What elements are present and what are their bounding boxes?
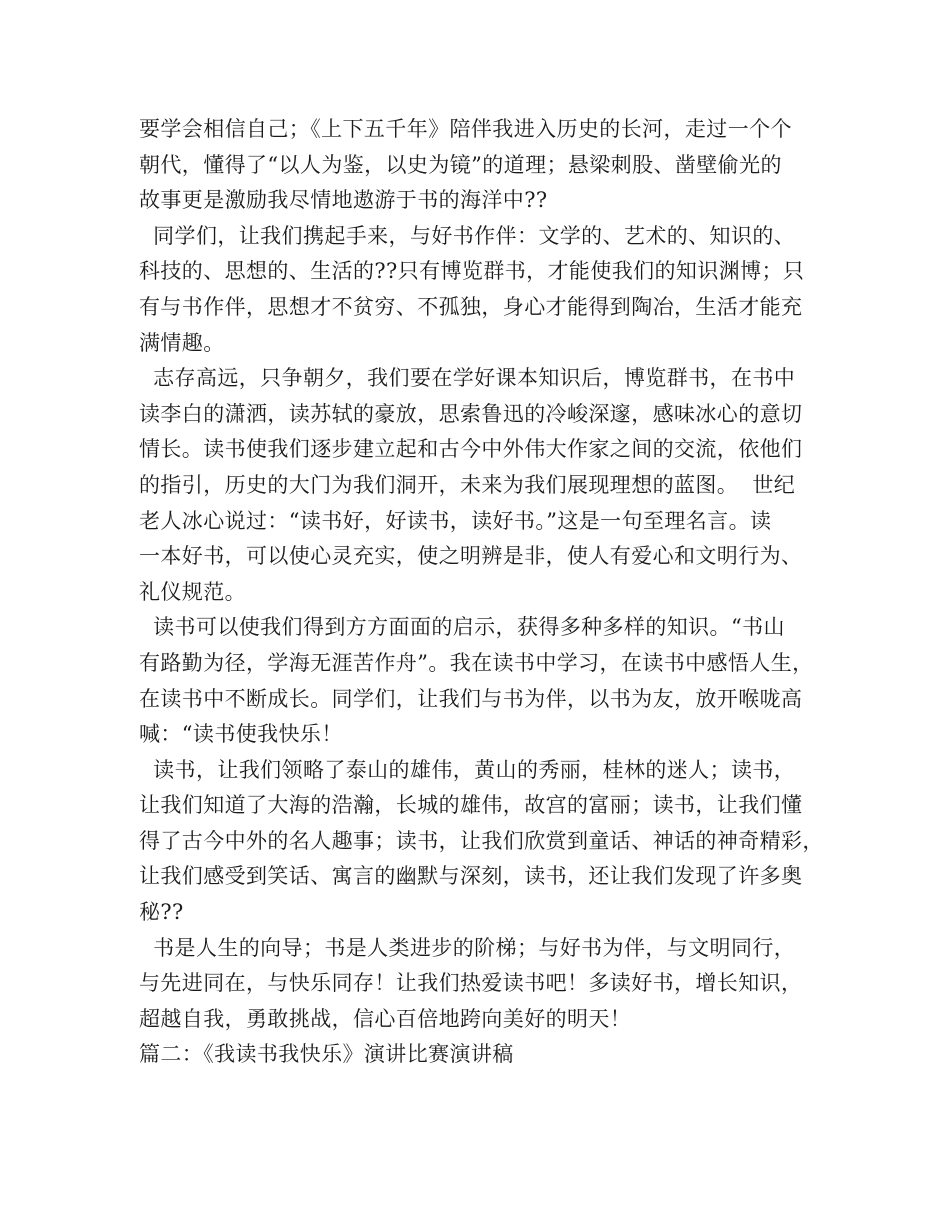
document-body bbox=[139, 112, 829, 1073]
text-line: 读李白的潇洒，读苏轼的豪放，思索鲁迅的冷峻深邃，感味冰心的意切 bbox=[139, 401, 803, 426]
text-line: 喊：“读书使我快乐！ bbox=[139, 722, 343, 747]
text-line: 同学们，让我们携起手来，与好书作伴：文学的、艺术的、知识的、 bbox=[139, 223, 796, 248]
text-line: 有路勤为径，学海无涯苦作舟”。我在读书中学习，在读书中感悟人生， bbox=[139, 650, 814, 675]
text-line: 情长。读书使我们逐步建立起和古今中外伟大作家之间的交流，依他们 bbox=[139, 437, 803, 462]
text-line: 秘?? bbox=[139, 900, 184, 925]
text-line: 与先进同在，与快乐同存！让我们热爱读书吧！多读好书，增长知识， bbox=[139, 971, 803, 996]
text-line: 礼仪规范。 bbox=[139, 579, 246, 604]
text-line: 读书可以使我们得到方方面面的启示，获得多种多样的知识。“书山 bbox=[139, 615, 785, 640]
text-line: 在读书中不断成长。同学们，让我们与书为伴，以书为友，放开喉咙高 bbox=[139, 686, 803, 711]
text-line: 朝代，懂得了“以人为鉴，以史为镜”的道理；悬梁刺股、凿壁偷光的 bbox=[139, 152, 782, 177]
text-line: 超越自我，勇敢挑战，信心百倍地跨向美好的明天！ bbox=[139, 1006, 632, 1031]
text-line: 得了古今中外的名人趣事；读书，让我们欣赏到童话、神话的神奇精彩， bbox=[139, 828, 824, 853]
text-line: 要学会相信自己；《上下五千年》陪伴我进入历史的长河，走过一个个 bbox=[139, 117, 792, 141]
text-line: 志存高远，只争朝夕，我们要在学好课本知识后，博览群书，在书中 bbox=[139, 366, 796, 391]
section-heading: 篇二：《我读书我快乐》演讲比赛演讲稿 bbox=[139, 1042, 514, 1067]
text-line: 让我们感受到笑话、寓言的幽默与深刻，读书，还让我们发现了许多奥 bbox=[139, 864, 803, 889]
text-line: 一本好书，可以使心灵充实，使之明辨是非，使人有爱心和文明行为、 bbox=[139, 544, 803, 569]
text-line: 满情趣。 bbox=[139, 330, 225, 355]
text-line: 让我们知道了大海的浩瀚，长城的雄伟，故宫的富丽；读书，让我们懂 bbox=[139, 793, 803, 818]
text-line: 有与书作伴，思想才不贫穷、不孤独，身心才能得到陶冶，生活才能充 bbox=[139, 294, 803, 319]
text-line: 书是人生的向导；书是人类进步的阶梯；与好书为伴，与文明同行， bbox=[139, 935, 796, 960]
text-line: 读书，让我们领略了泰山的雄伟，黄山的秀丽，桂林的迷人；读书， bbox=[139, 757, 796, 782]
text-line: 的指引，历史的大门为我们洞开，未来为我们展现理想的蓝图。 世纪 bbox=[139, 472, 796, 497]
text-line: 故事更是激励我尽情地遨游于书的海洋中?? bbox=[139, 188, 548, 213]
text-line: 科技的、思想的、生活的??只有博览群书，才能使我们的知识渊博；只 bbox=[139, 259, 805, 284]
text-line: 老人冰心说过：“读书好，好读书，读好书。”这是一句至理名言。读 bbox=[139, 508, 772, 533]
